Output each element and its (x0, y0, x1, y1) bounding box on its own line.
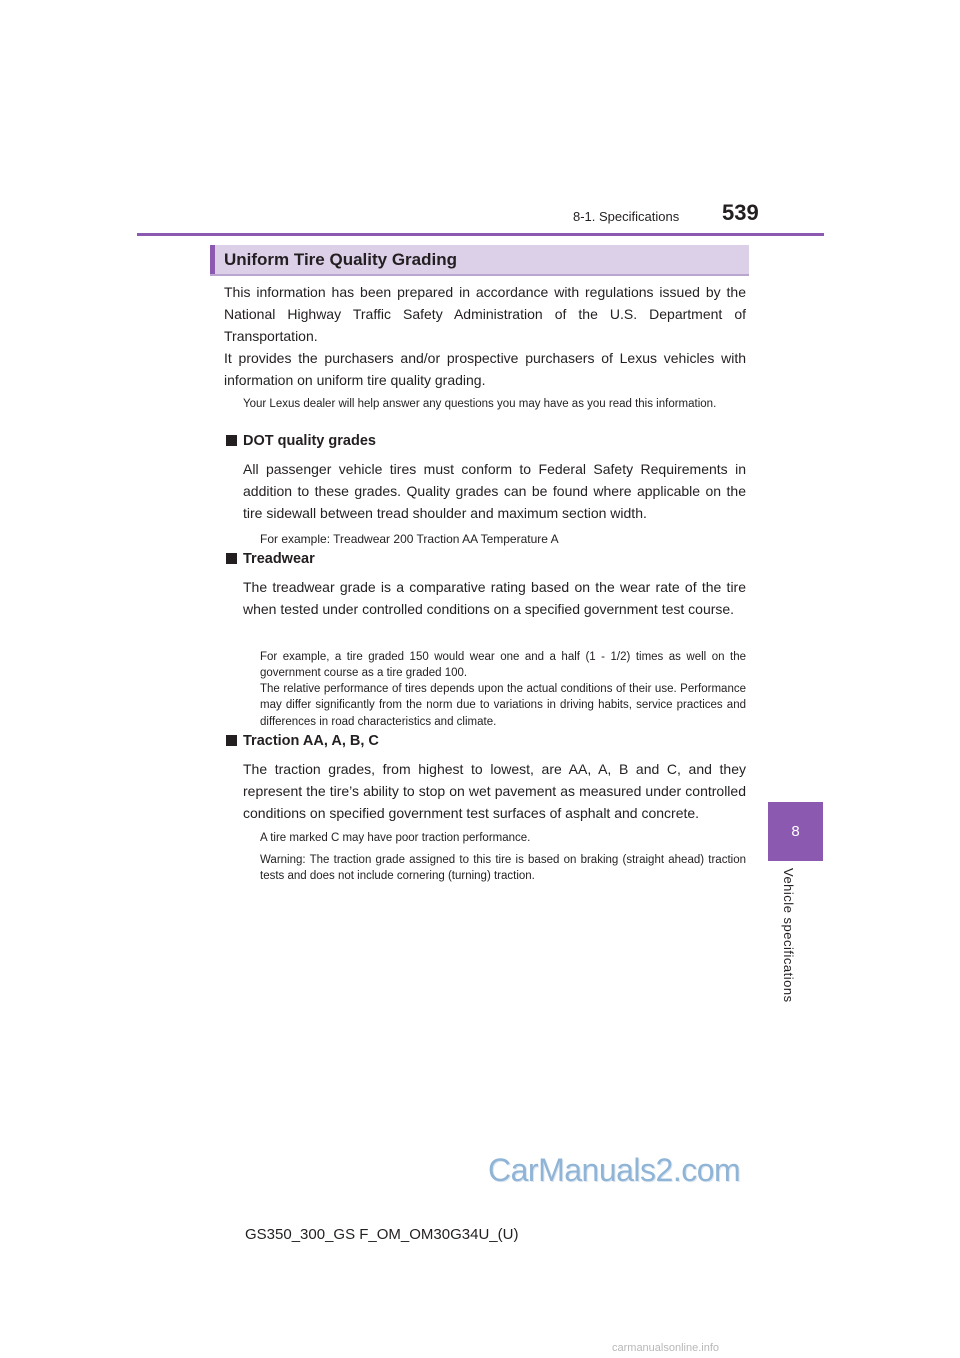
traction-note-1: A tire marked C may have poor traction performance. (260, 832, 531, 844)
section-title-accent (210, 245, 215, 274)
traction-heading-text: Traction AA, A, B, C (243, 733, 379, 749)
traction-body: The traction grades, from highest to lowest, are AA, A, B and C, and they represent the tire’s ability to stop on wet pavement as measured under controlled conditions on specified government test surfaces of asphalt and concrete. (243, 761, 746, 821)
square-bullet-icon (226, 435, 237, 446)
square-bullet-icon (226, 735, 237, 746)
treadwear-body: The treadwear grade is a comparative rating based on the wear rate of the tire when tested under controlled conditions on a specified government test course. (243, 579, 746, 617)
intro-paragraph-2: It provides the purchasers and/or prospective purchasers of Lexus vehicles with information on uniform tire quality grading. (224, 350, 746, 388)
running-header-section: 8-1. Specifications (573, 209, 680, 224)
dot-example: For example: Treadwear 200 Traction AA Temperature A (260, 532, 559, 546)
intro-note: Your Lexus dealer will help answer any questions you may have as you read this information. (243, 398, 717, 410)
header-rule (137, 233, 824, 236)
square-bullet-icon (226, 553, 237, 564)
traction-heading (226, 733, 379, 749)
treadwear-heading-text: Treadwear (243, 551, 315, 567)
dot-body: All passenger vehicle tires must conform to Federal Safety Requirements in addition to these grades. Quality grades can be found where applicable on the tire sidewall between tread shoulder and maximum section width. (243, 461, 746, 521)
treadwear-note-1: For example, a tire graded 150 would wear one and a half (1 - 1/2) times as well on the government course as a tire graded 100. (260, 651, 746, 680)
intro-paragraph-1: This information has been prepared in accordance with regulations issued by the National Highway Traffic Safety Administration of the U.S. Department of Transportation. (224, 284, 746, 344)
document-code: GS350_300_GS F_OM_OM30G34U_(U) (245, 1226, 519, 1243)
watermark-logo: CarManuals2.com (488, 1152, 741, 1188)
section-title-bar (210, 245, 749, 276)
dot-heading (226, 433, 376, 449)
page-number: 539 (722, 200, 759, 225)
dot-heading-text: DOT quality grades (243, 433, 376, 449)
section-title: Uniform Tire Quality Grading (224, 250, 457, 269)
traction-note-2: Warning: The traction grade assigned to this tire is based on braking (straight ahead) traction tests and does not include cornering (turning) traction. (260, 854, 746, 883)
treadwear-heading (226, 551, 315, 567)
watermark-url: carmanualsonline.info (612, 1342, 720, 1354)
chapter-number: 8 (791, 823, 800, 840)
treadwear-note-2: The relative performance of tires depends upon the actual conditions of their use. Performance may differ significantly from the norm due to variations in driving habits, service practices and differences in road characteristics and climate. (260, 683, 746, 728)
chapter-label: Vehicle specifications (781, 868, 796, 1003)
